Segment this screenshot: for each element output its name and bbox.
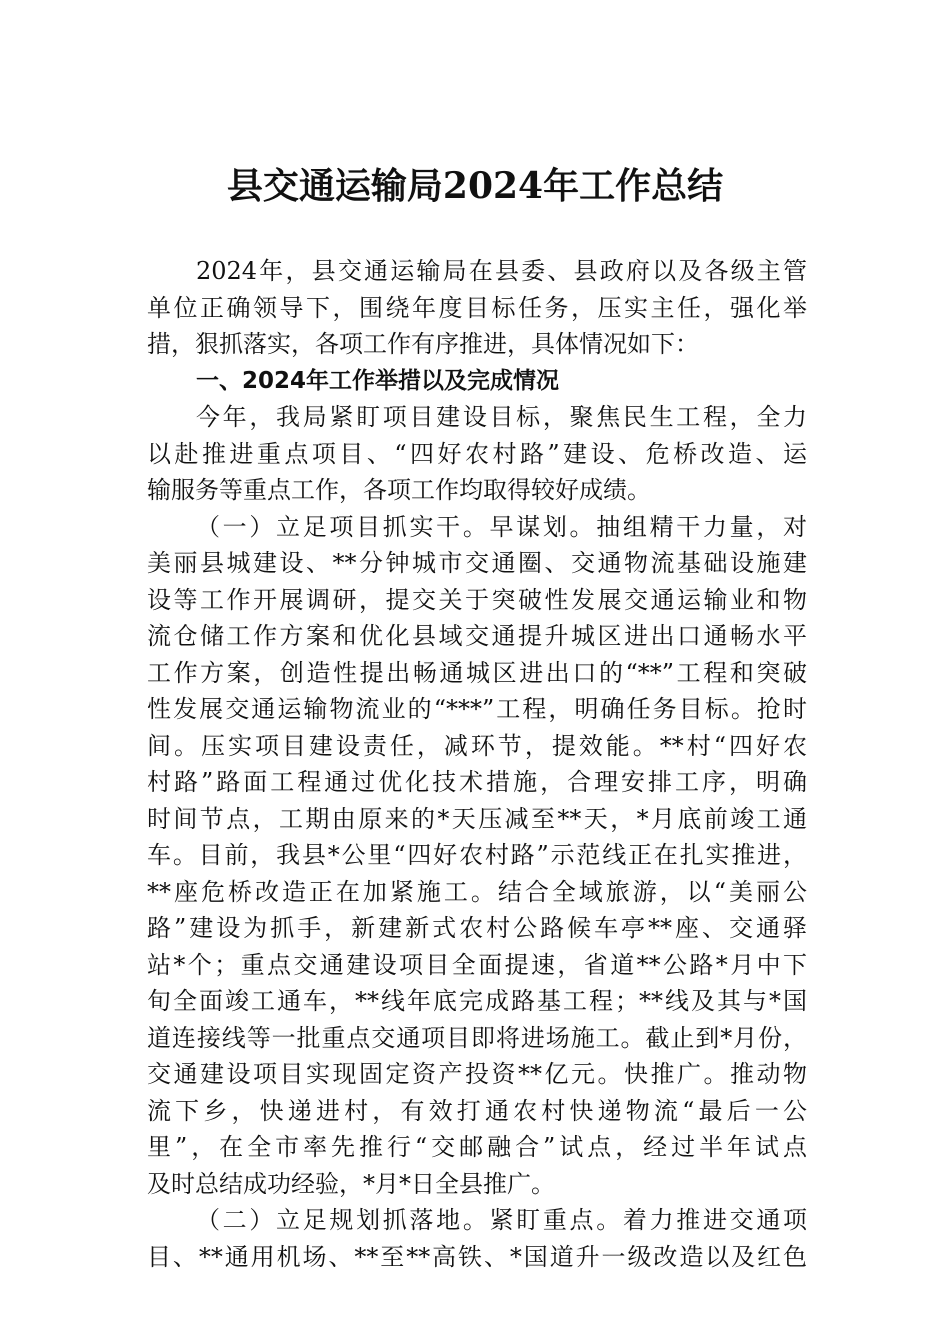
paragraph-line: 工作方案，创造性提出畅通城区进出口的“**”工程和突破 (147, 658, 807, 687)
paragraph-line: **座危桥改造正在加紧施工。结合全域旅游，以“美丽公 (147, 877, 807, 906)
paragraph-line: 流仓储工作方案和优化县域交通提升城区进出口通畅水平 (147, 622, 807, 650)
paragraph-line: 及时总结成功经验，*月*日全县推广。 (147, 1169, 555, 1198)
paragraph-line: 里”，在全市率先推行“交邮融合”试点，经过半年试点 (147, 1133, 807, 1161)
document-title: 县交通运输局2024年工作总结 (226, 165, 724, 207)
paragraph-line: 间。压实项目建设责任，减环节，提效能。**村“四好农 (147, 731, 807, 760)
paragraph-line: （二）立足规划抓落地。紧盯重点。着力推进交通项 (196, 1206, 807, 1234)
paragraph-line: 交通建设项目实现固定资产投资**亿元。快推广。推动物 (147, 1060, 807, 1088)
paragraph-line: 道连接线等一批重点交通项目即将进场施工。截止到*月份， (147, 1023, 807, 1052)
paragraph-line: 车。目前，我县*公里“四好农村路”示范线正在扎实推进， (147, 841, 807, 869)
paragraph-line: 性发展交通运输物流业的“***”工程，明确任务目标。抢时 (147, 695, 807, 723)
paragraph-line: 措，狠抓落实，各项工作有序推进，具体情况如下： (147, 330, 699, 358)
paragraph-line: 2024年，县交通运输局在县委、县政府以及各级主管 (196, 257, 807, 285)
paragraph-line: （一）立足项目抓实干。早谋划。抽组精干力量，对 (196, 512, 807, 541)
section-heading-line: 一、2024年工作举措以及完成情况 (196, 367, 560, 394)
paragraph-line: 美丽县城建设、**分钟城市交通圈、交通物流基础设施建 (147, 549, 807, 577)
paragraph-line: 时间节点，工期由原来的*天压减至**天，*月底前竣工通 (147, 804, 807, 833)
paragraph-line: 设等工作开展调研，提交关于突破性发展交通运输业和物 (147, 585, 807, 614)
paragraph-line: 以赴推进重点项目、“四好农村路”建设、危桥改造、运 (147, 439, 807, 468)
paragraph-line: 旬全面竣工通车，**线年底完成路基工程；**线及其与*国 (147, 987, 807, 1015)
paragraph-line: 站*个；重点交通建设项目全面提速，省道**公路*月中下 (147, 950, 807, 979)
paragraph-line: 今年，我局紧盯项目建设目标，聚焦民生工程，全力 (196, 403, 807, 431)
paragraph-line: 路”建设为抓手，新建新式农村公路候车亭**座、交通驿 (147, 914, 807, 942)
paragraph-line: 输服务等重点工作，各项工作均取得较好成绩。 (147, 476, 651, 504)
paragraph-line: 流下乡，快递进村，有效打通农村快递物流“最后一公 (147, 1096, 807, 1125)
paragraph-line: 单位正确领导下，围绕年度目标任务，压实主任，强化举 (147, 293, 807, 322)
paragraph-line: 村路”路面工程通过优化技术措施，合理安排工序，明确 (147, 768, 807, 796)
paragraph-line: 目、**通用机场、**至**高铁、*国道升一级改造以及红色 (147, 1242, 807, 1271)
document-body (147, 253, 807, 1275)
